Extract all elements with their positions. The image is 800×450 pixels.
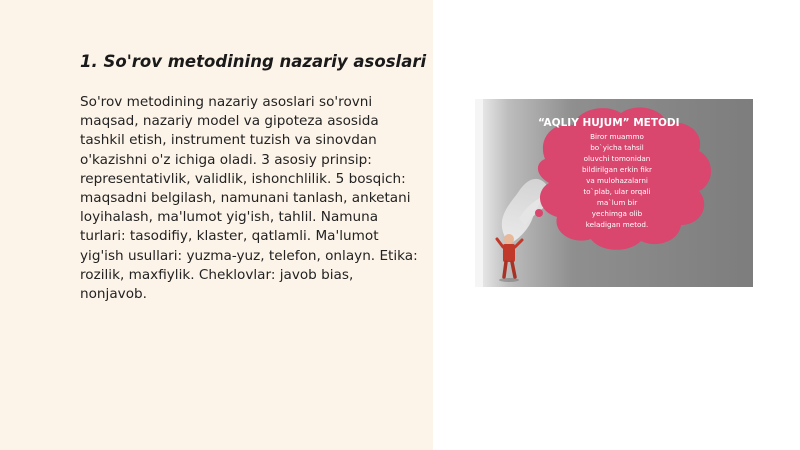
cloud-text-line: va mulohazalarni [586, 176, 648, 185]
cloud-text-line: to`plab, ular orqali [583, 187, 651, 196]
cloud-text-line: ma`lum bir [596, 198, 638, 207]
cloud-text-line: bildirilgan erkin fikr [582, 165, 652, 174]
slide-body-text: So'rov metodining nazariy asoslari so'rovni maqsad, nazariy model va gipoteza asosida tashkil etish, instrument tuzish va sinovdan o'kazishni o'z ichiga oladi. 3 asosiy prinsip: representativlik, validlik, ishonchlilik. 5 bosqich: maqsadni belgilash, namunani tanlash, anketani loyihalash, ma'lumot yig'ish, tahlil. Namuna turlari: tasodifiy, klaster, qatlamli. Ma'lumot yig'ish usullari: yuzma-yuz, telefon, onlayn. Etika: rozilik, maxfiylik. Cheklovlar: javob bias, nonjavob. [80, 94, 418, 303]
cloud-text-line: yechimga olib [591, 209, 643, 218]
slide-title: 1. So'rov metodining nazariy asoslari [80, 52, 427, 71]
cloud-text-line: Biror muammo [590, 132, 644, 141]
cloud-text-line: bo`yicha tahsil [590, 143, 644, 152]
cloud-text [582, 132, 652, 229]
cloud-text-line: keladigan metod. [585, 220, 649, 229]
brainstorm-method-image [475, 99, 753, 287]
figure-title: “AQLIY HUJUM” METODI [538, 117, 680, 129]
cloud-text-line: oluvchi tomonidan [583, 154, 651, 163]
